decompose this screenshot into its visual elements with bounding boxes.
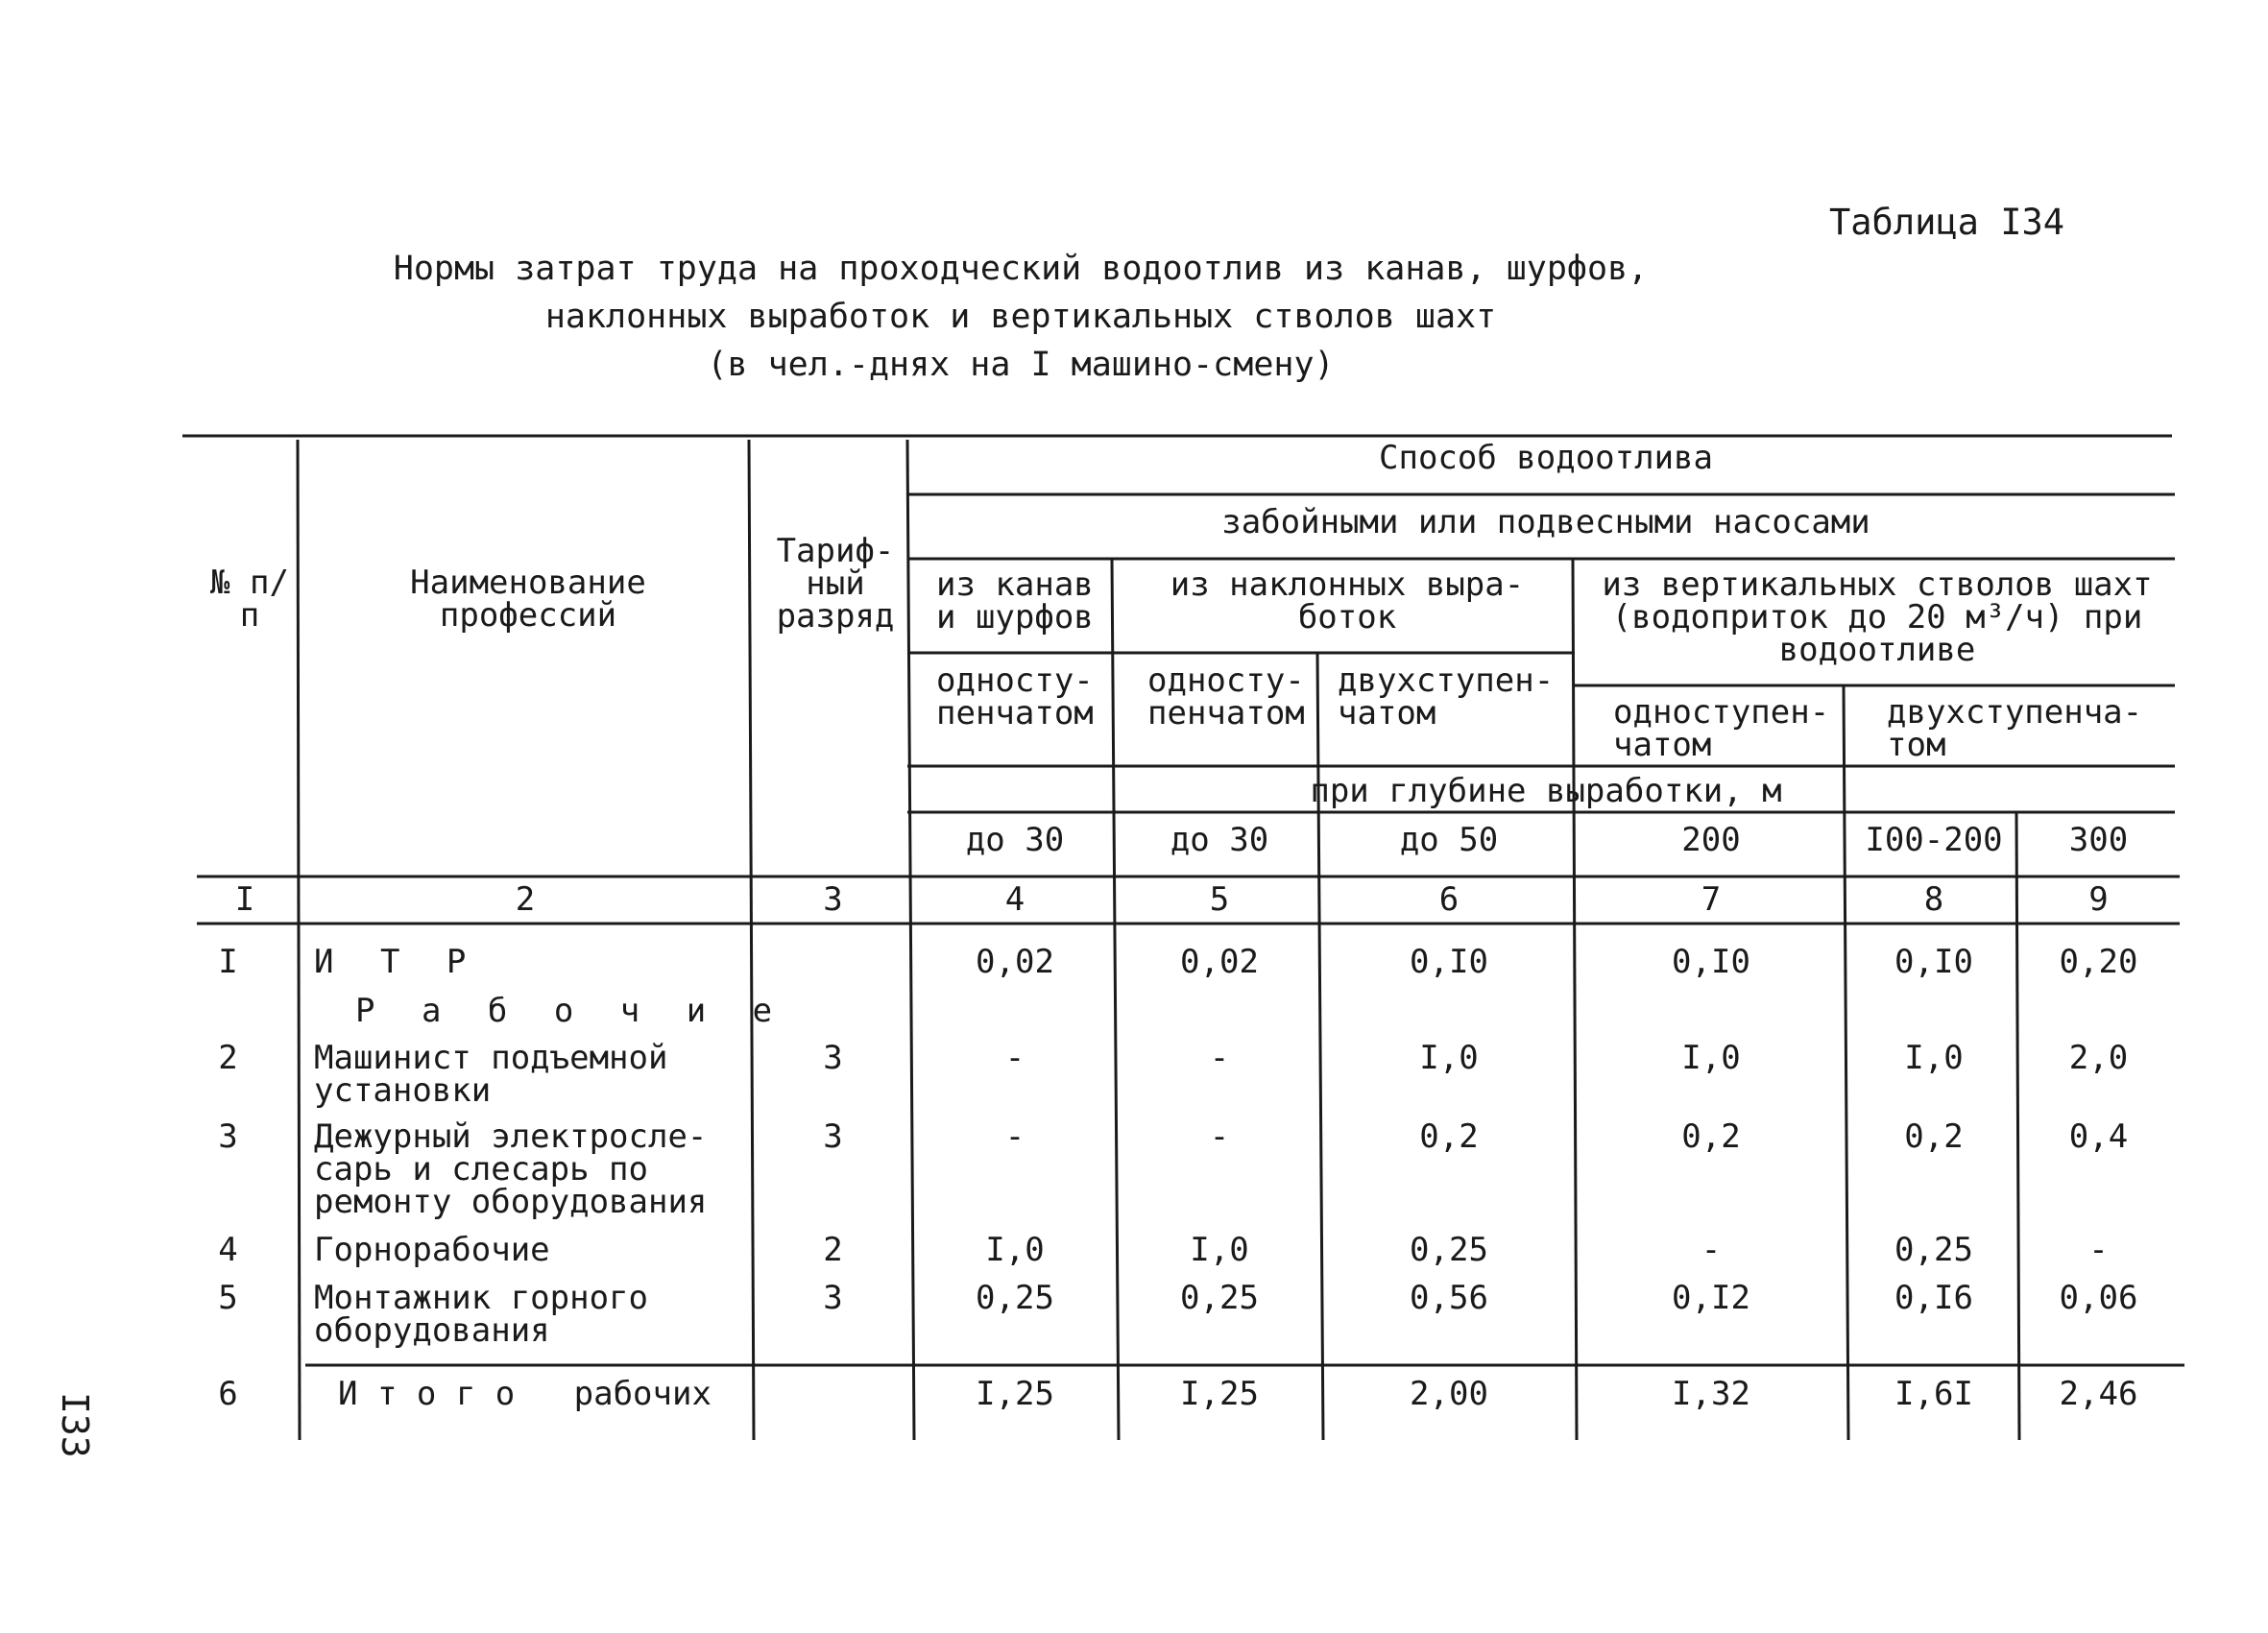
column-number: 7 [1701,880,1722,919]
header-depth-4: до 30 [965,821,1065,859]
header-vertical: из вертикальных стволов шахт (водоприток до 20 м³/ч) при водоотливе [1602,565,2153,669]
row-value: 0,I0 [1410,943,1488,981]
row-value: 0,2 [1904,1117,1964,1156]
header-one-stage-b: односту- пенчатом [1147,661,1305,732]
row-value: I,0 [1190,1231,1249,1269]
title-line-2: наклонных выработок и вертикальных стволов шахт [544,298,1497,336]
header-depth-6: до 50 [1399,821,1499,859]
row-tariff: 3 [823,1039,843,1077]
row-num: 3 [218,1117,238,1156]
header-tariff: Тариф- ный разряд [776,532,895,636]
header-two-stage-c: двухступенча- том [1887,693,2143,764]
row-num: 2 [218,1039,238,1077]
row-value: 0,2 [1681,1117,1741,1156]
total-value: I,6I [1894,1375,1973,1413]
total-value: I,32 [1672,1375,1750,1413]
column-number: I [234,880,255,919]
row-num: I [218,943,238,981]
header-pumps: забойными или подвесными насосами [1221,503,1870,541]
row-name: Дежурный электросле- сарь и слесарь по ремонту оборудования [314,1117,708,1221]
row-value: 0,4 [2068,1117,2129,1156]
header-method: Способ водоотлива [1379,439,1713,477]
row-tariff: 2 [823,1231,843,1269]
header-one-stage-c: одноступен- чатом [1613,693,1830,764]
header-depth-9: 300 [2068,821,2129,859]
header-two-stage-b: двухступен- чатом [1338,661,1555,732]
header-num: № п/п [210,564,289,635]
row-value: 0,25 [1894,1231,1973,1269]
total-value: I,25 [1180,1375,1259,1413]
page-number: I33 [54,1392,96,1458]
row-tariff: 3 [823,1117,843,1156]
row-value: 0,I0 [1672,943,1750,981]
total-value: 2,00 [1410,1375,1488,1413]
header-profession: Наименование профессий [410,564,646,635]
row-value: 0,I2 [1672,1279,1750,1317]
row-num: 6 [218,1375,238,1413]
row-value: - [1209,1117,1230,1156]
column-number: 2 [515,880,536,919]
row-value: - [1701,1231,1722,1269]
totals-label: И т о г о рабочих [338,1375,712,1413]
header-depth: при глубине выработки, м [1310,772,1782,810]
title-line-3: (в чел.-днях на I машино-смену) [707,346,1335,384]
row-num: 4 [218,1231,238,1269]
header-inclined: из наклонных выра- боток [1170,565,1525,636]
row-num: 5 [218,1279,238,1317]
row-value: - [1209,1039,1230,1077]
header-depth-5: до 30 [1170,821,1269,859]
row-name: Машинист подъемной установки [314,1039,668,1110]
column-number: 8 [1923,880,1944,919]
column-number: 3 [823,880,843,919]
header-one-stage-a: односту- пенчатом [936,661,1094,732]
total-value: I,25 [976,1375,1054,1413]
row-value: 0,20 [2059,943,2138,981]
column-number: 4 [1004,880,1025,919]
row-value: 0,2 [1419,1117,1479,1156]
total-value: 2,46 [2059,1375,2138,1413]
row-value: 0,02 [1180,943,1259,981]
row-tariff: 3 [823,1279,843,1317]
row-name: Монтажник горного оборудования [314,1279,648,1350]
row-value: I,0 [1419,1039,1479,1077]
row-value: - [1004,1117,1025,1156]
row-value: - [2088,1231,2109,1269]
column-number: 5 [1209,880,1230,919]
row-value: 0,02 [976,943,1054,981]
row-value: I,0 [1904,1039,1964,1077]
table-label: Таблица I34 [1829,202,2065,243]
row-value: 0,25 [1410,1231,1488,1269]
row-value: 0,25 [1180,1279,1259,1317]
row-value: - [1004,1039,1025,1077]
row-value: 2,0 [2068,1039,2129,1077]
header-depth-7: 200 [1681,821,1741,859]
row-value: 0,56 [1410,1279,1488,1317]
header-depth-8: I00-200 [1865,821,2003,859]
row-value: 0,I6 [1894,1279,1973,1317]
row-value: 0,06 [2059,1279,2138,1317]
section-heading-workers: Р а б о ч и е [355,992,786,1030]
row-value: 0,I0 [1894,943,1973,981]
column-number: 6 [1438,880,1460,919]
row-value: I,0 [985,1231,1045,1269]
row-name: И Т Р [314,943,480,981]
row-value: I,0 [1681,1039,1741,1077]
header-ditches: из канав и шурфов [936,565,1094,636]
row-value: 0,25 [976,1279,1054,1317]
title-line-1: Нормы затрат труда на проходческий водоотлив из канав, шурфов, [393,250,1649,288]
column-number: 9 [2088,880,2109,919]
row-name: Горнорабочие [314,1231,550,1269]
